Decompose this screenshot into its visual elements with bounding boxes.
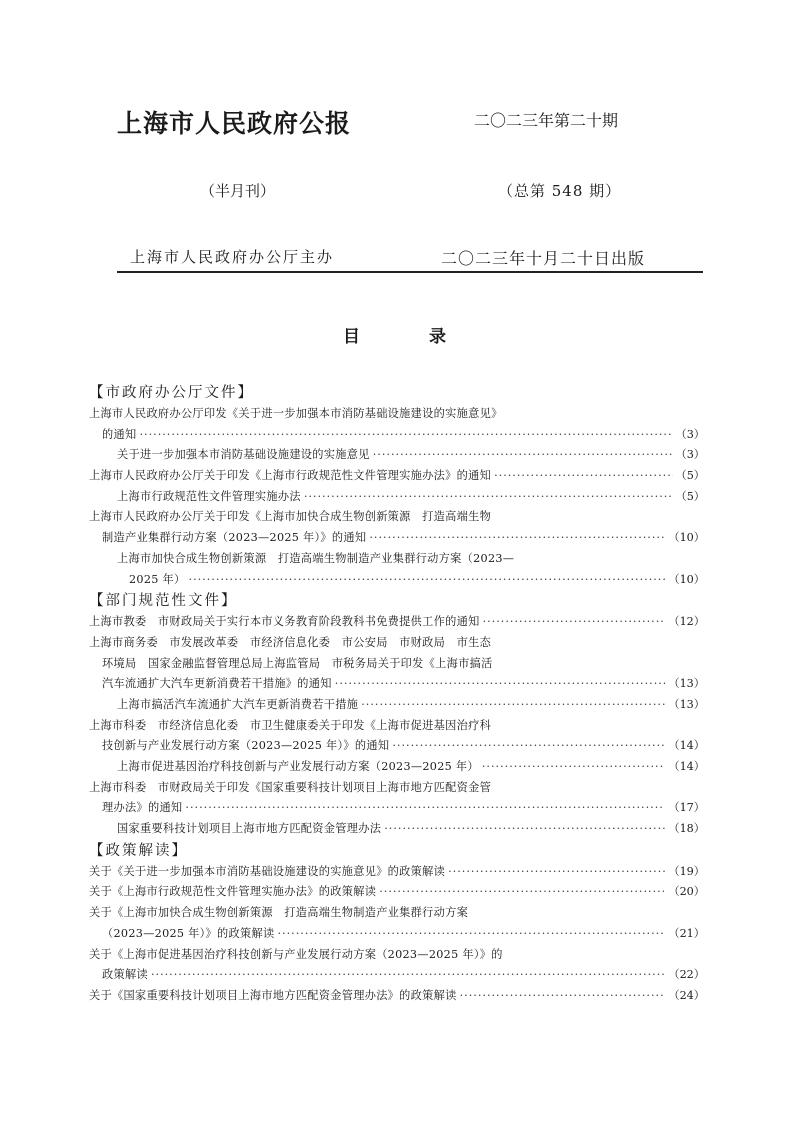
toc-page-number: （10） — [668, 531, 705, 545]
toc-entry — [89, 654, 705, 675]
toc-entry[interactable] — [89, 819, 705, 840]
dot-leader — [448, 862, 665, 883]
toc-entry — [89, 945, 705, 966]
toc-entry[interactable] — [89, 528, 705, 549]
toc-entry-text: 上海市人民政府办公厅印发《关于进一步加强本市消防基础设施建设的实施意见》 — [89, 407, 503, 420]
toc-entry-text: （2023—2025 年）》的政策解读 — [102, 926, 275, 940]
toc-entry[interactable] — [89, 466, 705, 487]
dot-leader — [139, 425, 672, 446]
dot-leader — [151, 965, 665, 986]
toc-entry-text: 上海市人民政府办公厅关于印发《上海市行政规范性文件管理实施办法》的通知 — [89, 469, 492, 483]
toc-page-number: （20） — [668, 885, 705, 899]
toc-page-number: （3） — [675, 448, 705, 462]
total-issue-number: （总第 548 期） — [498, 182, 622, 200]
dot-leader — [185, 798, 665, 819]
toc-entry-text: 关于进一步加强本市消防基础设施建设的实施意见 — [117, 448, 370, 462]
toc-page-number: （14） — [668, 739, 705, 753]
dot-leader — [277, 924, 665, 945]
toc-entry-text: 上海市科委 市财政局关于印发《国家重要科技计划项目上海市地方匹配资金管 — [89, 780, 492, 794]
dot-leader — [335, 674, 666, 695]
toc-entry[interactable] — [89, 487, 705, 508]
dot-leader — [369, 528, 665, 549]
toc-title-part-1: 目 — [343, 327, 360, 347]
toc-entry[interactable] — [89, 674, 705, 695]
toc-page-number: （19） — [668, 864, 705, 878]
dot-leader — [373, 445, 673, 466]
toc-entry[interactable] — [89, 986, 705, 1007]
toc-entry-text: 理办法》的通知 — [102, 801, 183, 815]
table-of-contents — [89, 382, 705, 1007]
toc-entry[interactable] — [89, 862, 705, 883]
toc-entry-text: 汽车流通扩大汽车更新消费若干措施》的通知 — [102, 677, 332, 691]
toc-entry-text: 上海市科委 市经济信息化委 市卫生健康委关于印发《上海市促进基因治疗科 — [89, 718, 492, 732]
toc-entry-text: 上海市促进基因治疗科技创新与产业发展行动方案（2023—2025 年） — [117, 760, 479, 773]
toc-entry[interactable] — [89, 570, 705, 591]
header-divider — [117, 271, 703, 273]
toc-page-number: （13） — [668, 677, 705, 691]
toc-section-heading: 【政策解读】 — [89, 842, 188, 859]
toc-entry[interactable] — [89, 445, 705, 466]
toc-page-number: （21） — [668, 926, 705, 940]
toc-entry-text: 政策解读 — [102, 968, 148, 982]
toc-entry-text: 关于《上海市促进基因治疗科技创新与产业发展行动方案（2023—2025 年）》的 — [89, 947, 503, 961]
toc-entry[interactable] — [89, 695, 705, 716]
dot-leader — [494, 466, 672, 487]
toc-entry-text: 技创新与产业发展行动方案（2023—2025 年）》的通知 — [102, 739, 390, 753]
dot-leader — [384, 819, 665, 840]
toc-entry-text: 2025 年） — [129, 572, 186, 586]
toc-page-number: （18） — [668, 822, 705, 836]
toc-entry-text: 制造产业集群行动方案（2023—2025 年）》的通知 — [102, 531, 367, 545]
dot-leader — [482, 757, 666, 778]
gazette-title: 上海市人民政府公报 — [117, 109, 352, 138]
toc-entry[interactable] — [89, 736, 705, 757]
dot-leader — [304, 487, 673, 508]
dot-leader — [361, 695, 665, 716]
toc-entry-text: 关于《国家重要科技计划项目上海市地方匹配资金管理办法》的政策解读 — [89, 988, 457, 1002]
toc-entry-text: 上海市行政规范性文件管理实施办法 — [117, 489, 301, 503]
dot-leader — [189, 570, 666, 591]
toc-entry[interactable] — [89, 612, 705, 633]
toc-section-heading: 【部门规范性文件】 — [89, 593, 238, 610]
toc-page-number: （13） — [668, 697, 705, 711]
toc-page-number: （22） — [668, 968, 705, 982]
toc-entry-text: 关于《上海市行政规范性文件管理实施办法》的政策解读 — [89, 885, 377, 899]
toc-page-number: （3） — [675, 427, 705, 441]
toc-entry — [89, 507, 705, 528]
toc-entry-text: 关于《上海市加快合成生物创新策源 打造高端生物制造产业集群行动方案 — [89, 906, 469, 920]
toc-page-number: （14） — [668, 760, 705, 773]
issue-number: 二〇二三年第二十期 — [474, 111, 619, 130]
toc-entry-text: 上海市教委 市财政局关于实行本市义务教育阶段教科书免费提供工作的通知 — [89, 615, 480, 629]
toc-entry — [89, 549, 705, 570]
toc-entry[interactable] — [89, 882, 705, 903]
sponsor: 上海市人民政府办公厅主办 — [130, 248, 335, 266]
toc-page-number: （12） — [668, 615, 705, 629]
toc-entry-text: 上海市商务委 市发展改革委 市经济信息化委 市公安局 市财政局 市生态 — [89, 635, 492, 649]
dot-leader — [392, 736, 665, 757]
toc-entry[interactable] — [89, 965, 705, 986]
toc-entry-text: 上海市人民政府办公厅关于印发《上海市加快合成生物创新策源 打造高端生物 — [89, 510, 492, 524]
toc-entry[interactable] — [89, 425, 705, 446]
toc-entry-text: 的通知 — [102, 427, 137, 441]
toc-entry-text: 上海市搞活汽车流通扩大汽车更新消费若干措施 — [117, 697, 359, 711]
toc-title-part-2: 录 — [429, 327, 446, 347]
dot-leader — [379, 882, 665, 903]
toc-entry — [89, 633, 705, 654]
toc-page-number: （17） — [668, 801, 705, 815]
toc-entry — [89, 404, 705, 425]
toc-entry-text: 环境局 国家金融监督管理总局上海监管局 市税务局关于印发《上海市搞活 — [102, 656, 493, 670]
toc-page-number: （24） — [668, 988, 705, 1002]
publish-date: 二〇二三年十月二十日出版 — [441, 249, 646, 268]
toc-entry[interactable] — [89, 798, 705, 819]
dot-leader — [460, 986, 666, 1007]
toc-page-number: （5） — [675, 489, 705, 503]
toc-page-number: （5） — [675, 469, 705, 483]
toc-entry-text: 关于《关于进一步加强本市消防基础设施建设的实施意见》的政策解读 — [89, 864, 446, 878]
toc-section-heading: 【市政府办公厅文件】 — [89, 385, 254, 401]
toc-page-number: （10） — [668, 572, 705, 586]
toc-entry — [89, 903, 705, 924]
toc-entry-text: 国家重要科技计划项目上海市地方匹配资金管理办法 — [117, 822, 382, 836]
toc-entry[interactable] — [89, 924, 705, 945]
toc-entry — [89, 716, 705, 737]
toc-entry[interactable] — [89, 757, 705, 778]
toc-entry-text: 上海市加快合成生物创新策源 打造高端生物制造产业集群行动方案（2023— — [117, 551, 515, 565]
dot-leader — [483, 612, 666, 633]
toc-entry — [89, 778, 705, 799]
publication-frequency: （半月刊） — [200, 182, 276, 200]
